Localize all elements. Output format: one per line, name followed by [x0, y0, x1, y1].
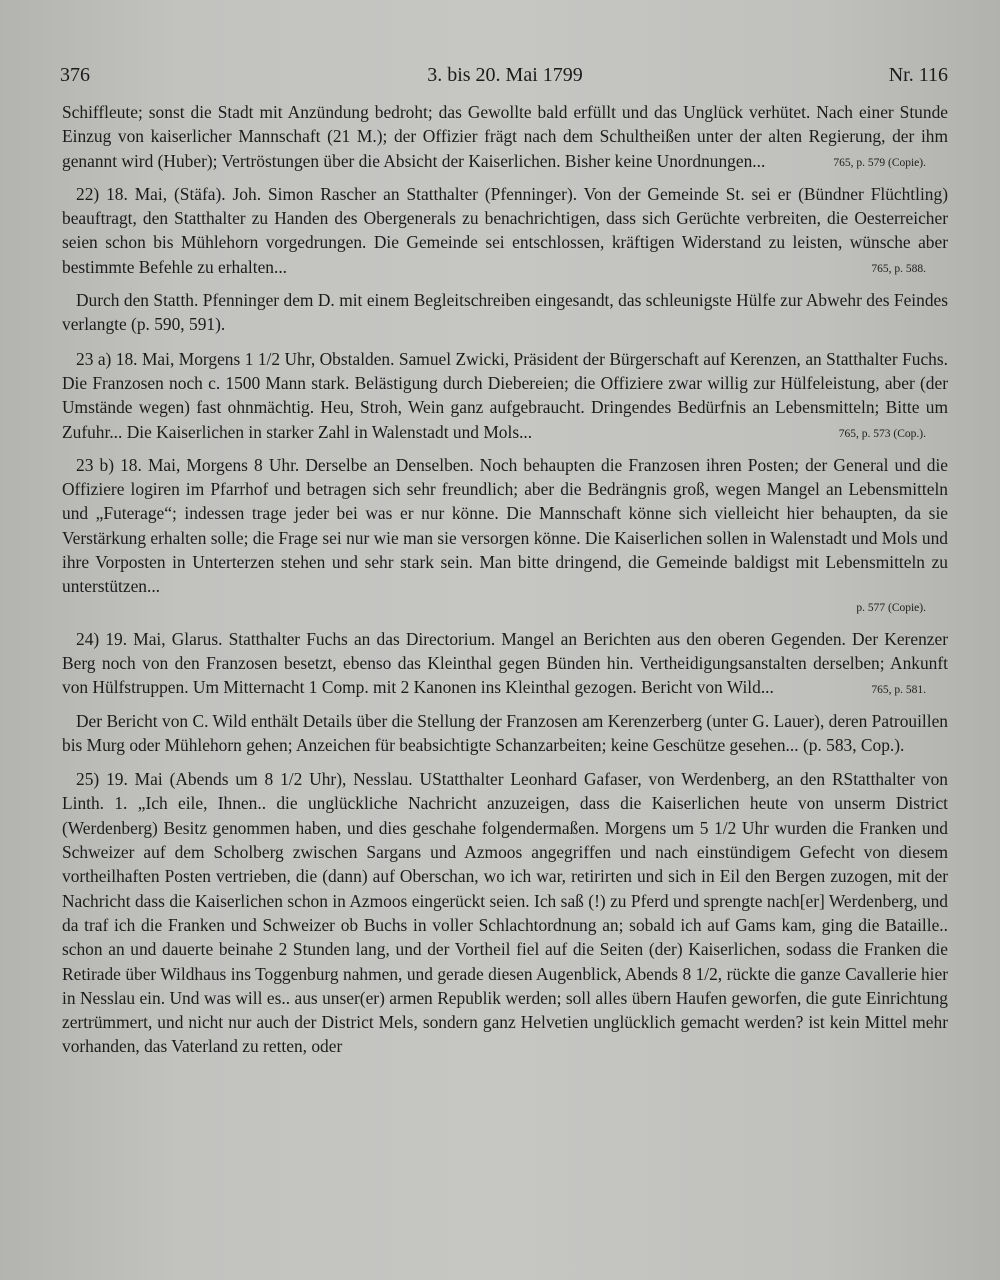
archive-reference: 765, p. 579 (Copie).: [833, 156, 926, 169]
paragraph-text: 25) 19. Mai (Abends um 8 1/2 Uhr), Nesslau. UStatthalter Leonhard Gafaser, von Werdenberg, an den RStatthalter von Linth. 1. „Ich eile, Ihnen.. die unglückliche Nachricht anzuzeigen, dass die Kaiserlichen heute von unserm District (Werdenberg) Besitz genommen haben, und dies geschahe folgendermaßen. Morgens um 5 1/2 Uhr wurden die Franken und Schweizer auf dem Scholberg zwischen Sargans und Azmoos angegriffen und nach einstündigem Gefecht von diesem vortheilhaften Posten vertrieben, die (dann) auf Oberschan, wo ich war, retirirten und sich in Eil den Bergen zuzogen, mit der Nachricht dass die Kaiserlichen schon in Azmoos eingerückt seien. Ich saß (!) zu Pferd und sprengte nach[er] Werdenberg, und da traf ich die Franken und Schweizer ob Buchs in voller Schlachtordnung an; sobald ich auf Gams kam, ging die Bataille.. schon an und dauerte beinahe 2 Stunden lang, und der Vortheil fiel auf die Seiten (der) Kaiserlichen, sodass die Franken die Retirade über Wildhaus ins Toggenburg nahmen, und gerade diesen Augenblick, Abends 8 1/2, rückte die ganze Cavallerie hier in Nesslau ein. Und was will es.. aus unser(er) armen Republik werden; soll alles übern Haufen geworfen, die gute Einrichtung zertrümmert, und nicht nur auch der District Mels, sondern ganz Helvetien unglücklich gemacht werden? ist kein Mittel mehr vorhanden, das Vaterland zu retten, oder: [62, 769, 948, 1057]
paragraph-text: Durch den Statth. Pfenninger dem D. mit einem Begleitschreiben eingesandt, das schleunigste Hülfe zur Abwehr des Feindes verlangte (p. 590, 591).: [62, 290, 948, 335]
paragraph-text: Der Bericht von C. Wild enthält Details über die Stellung der Franzosen am Kerenzerberg (unter G. Lauer), deren Patrouillen bis Murg oder Mühlehorn gehen; Anzeichen für beabsichtigte Schanzarbeiten; keine Geschütze gesehen... (p. 583, Cop.).: [62, 710, 948, 755]
paragraph-continuation: [62, 100, 948, 172]
note-paragraph: [62, 288, 948, 337]
running-title-date-range: 3. bis 20. Mai 1799: [427, 64, 583, 86]
entry-22: [62, 182, 948, 278]
entry-23a: [62, 347, 948, 443]
body-text: [62, 100, 948, 1069]
page-header: [60, 64, 950, 94]
page-number: 376: [60, 64, 90, 86]
paragraph-text: 24) 19. Mai, Glarus. Statthalter Fuchs an das Directorium. Mangel an Berichten aus den oberen Gegenden. Der Kerenzer Berg noch von den Franzosen besetzt, ebenso das Kleinthal gegen Bünden hin. Vertheidigungsanstalten derselben; Ankunft von Hülfstruppen. Um Mitternacht 1 Comp. mit 2 Kanonen ins Kleinthal gezogen. Bericht von Wild...: [62, 628, 948, 698]
archive-reference: 765, p. 573 (Cop.).: [838, 427, 926, 440]
entry-23b: [62, 453, 948, 617]
archive-reference: p. 577 (Copie).: [856, 601, 926, 614]
document-number: Nr. 116: [888, 64, 948, 86]
paragraph-text: 23 b) 18. Mai, Morgens 8 Uhr. Derselbe an Denselben. Noch behaupten die Franzosen ihren Posten; der General und die Offiziere logiren im Pfarrhof und betragen sich sehr freundlich; aber die Bedrängnis groß, wegen Mangel an Lebensmitteln und „Futerage“; indessen trage jeder bei was er nur könne. Die Mannschaft könne sich vielleicht hier behaupten, da sie Verstärkung erhalten solle; die Frage sei nur wie man sie versorgen könne. Die Kaiserlichen sollen in Walenstadt und Mols und ihre Vorposten in Unterterzen stehen und sehr stark sein. Man bitte dringend, die Gemeinde baldigst mit Lebensmitteln zu unterstützen...: [62, 454, 948, 597]
entry-25: [62, 767, 948, 1059]
paragraph-text: Schiffleute; sonst die Stadt mit Anzündung bedroht; das Gewollte bald erfüllt und das Unglück verhütet. Nach einer Stunde Einzug von kaiserlicher Mannschaft (21 M.); der Offizier frägt nach dem Schultheißen unter der alten Regierung, der ihm genannt wird (Huber); Vertröstungen über die Absicht der Kaiserlichen. Bisher keine Unordnungen...: [62, 102, 948, 171]
paragraph-text: 22) 18. Mai, (Stäfa). Joh. Simon Rascher an Statthalter (Pfenninger). Von der Gemeinde St. sei er (Bündner Flüchtling) beauftragt, den Statthalter zu Handen des Obergenerals zu benachrichtigen, dass sich Gerüchte verbreiten, die Oesterreicher seien schon bis Mühlehorn vorgedrungen. Die Gemeinde sei entschlossen, kräftigen Widerstand zu leisten, wünsche aber bestimmte Befehle zu erhalten...: [62, 183, 948, 277]
paragraph-text: 23 a) 18. Mai, Morgens 1 1/2 Uhr, Obstalden. Samuel Zwicki, Präsident der Bürgerschaft auf Kerenzen, an Statthalter Fuchs. Die Franzosen noch c. 1500 Mann stark. Belästigung durch Diebereien; die Offiziere zwar willig zur Hülfeleistung, aber (der Umstände wegen) fast ohnmächtig. Heu, Stroh, Wein ganz aufgebraucht. Dringendes Bedürfnis an Lebensmitteln; Bitte um Zufuhr... Die Kaiserlichen in starker Zahl in Walenstadt und Mols...: [62, 348, 948, 442]
archive-reference: 765, p. 581.: [871, 683, 926, 696]
note-paragraph: [62, 709, 948, 758]
entry-24: [62, 627, 948, 699]
archive-reference: 765, p. 588.: [871, 263, 926, 276]
